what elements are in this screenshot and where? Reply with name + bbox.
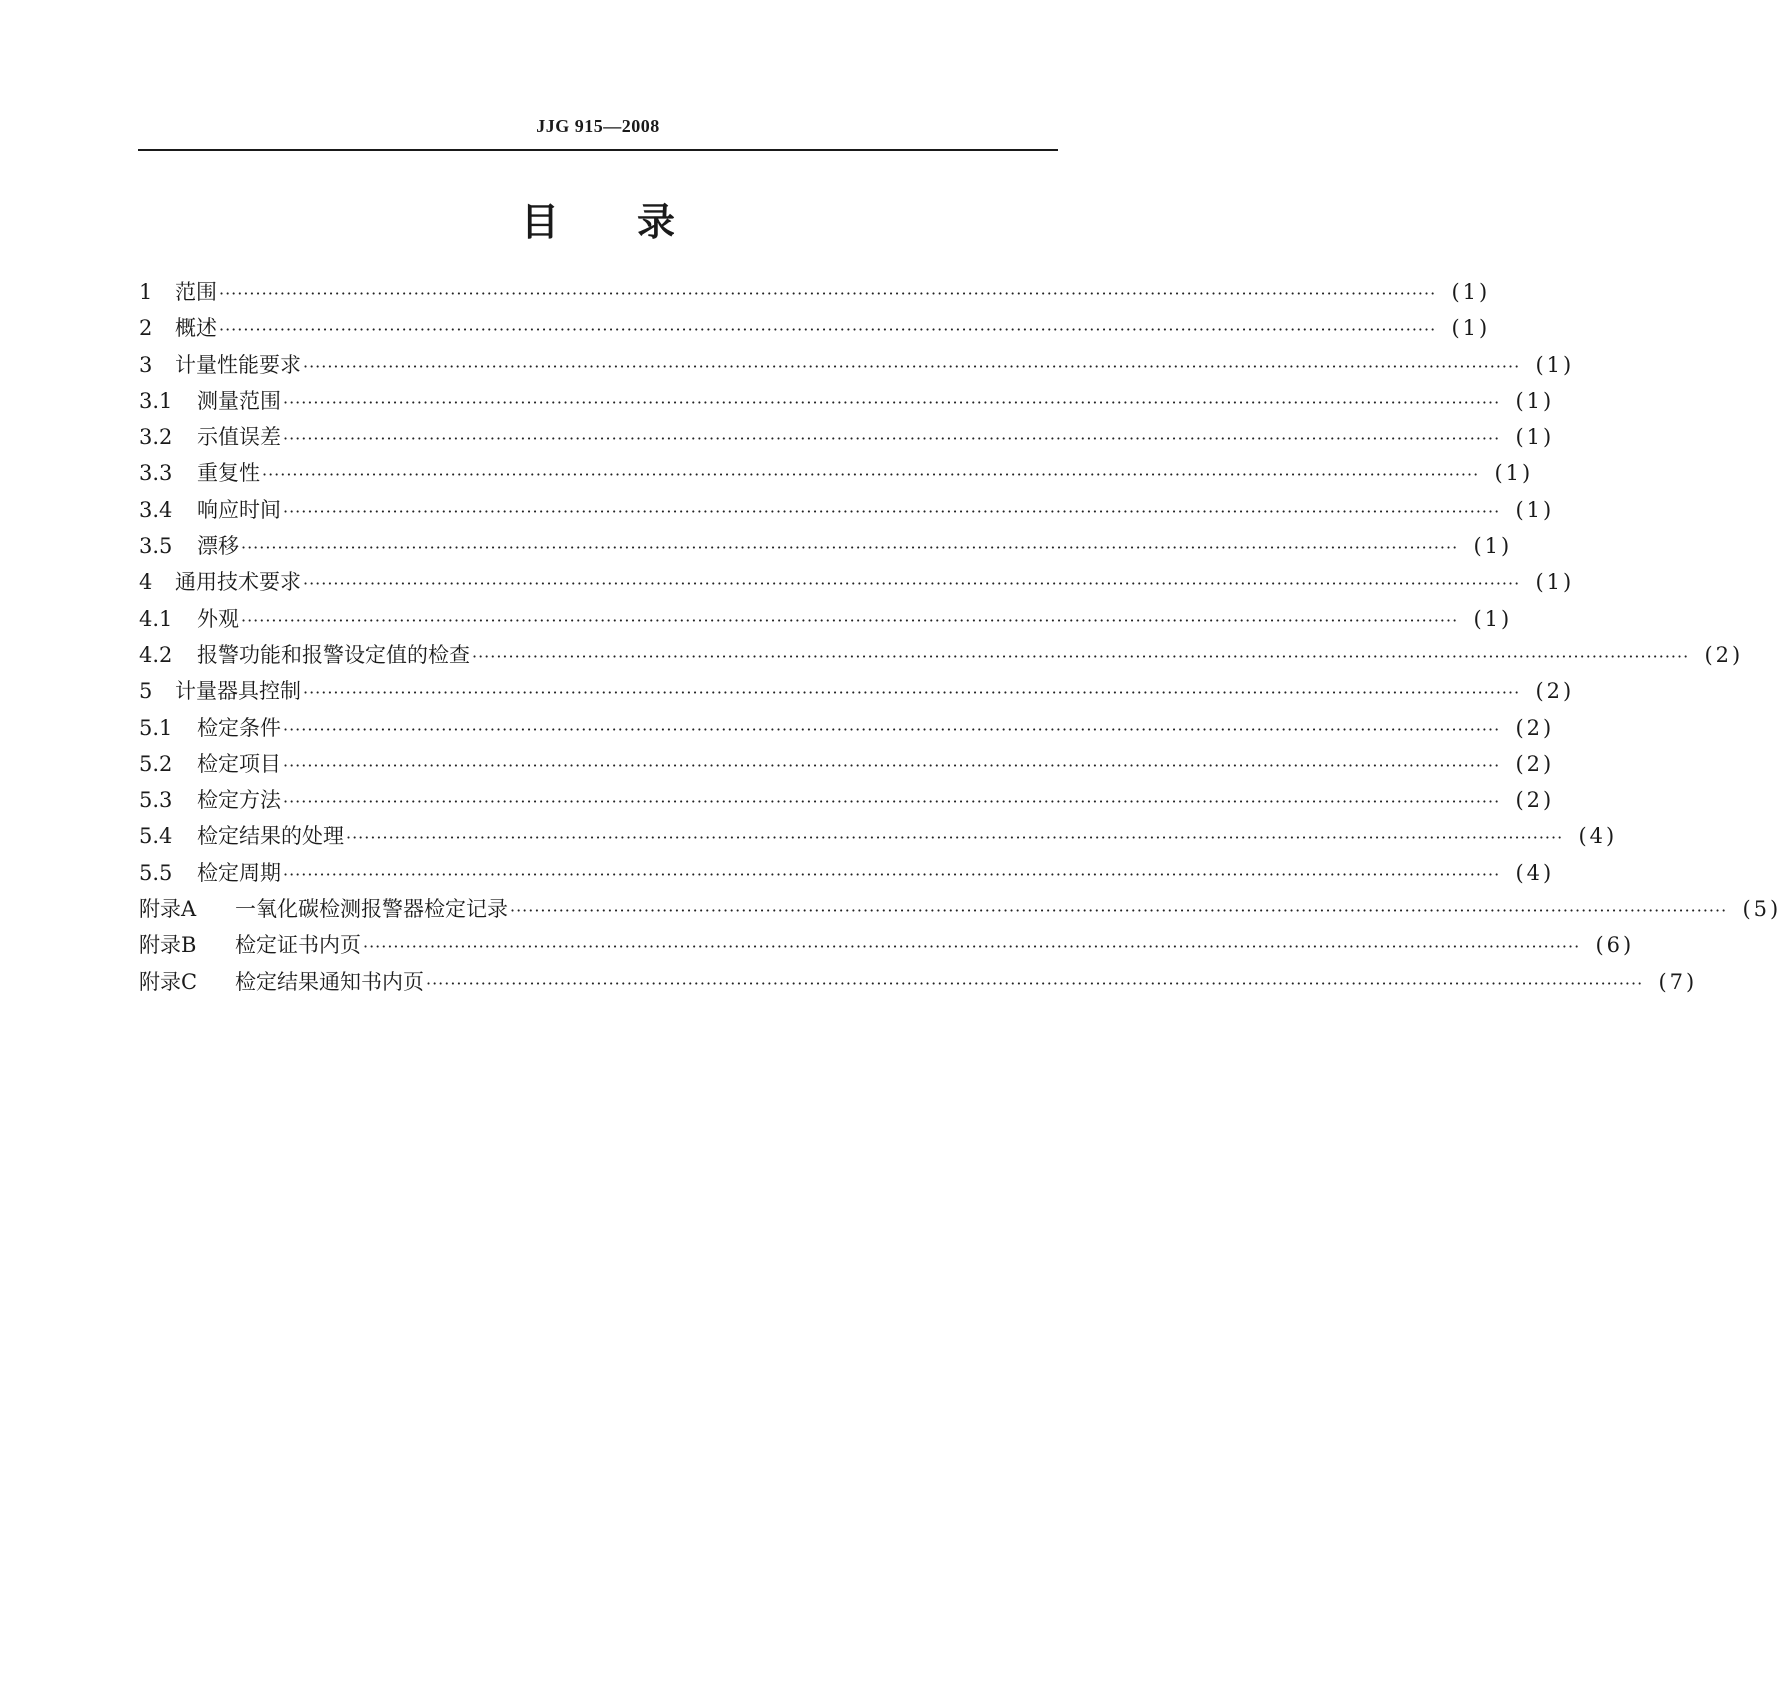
toc-entry-number: 3.3 (139, 461, 173, 486)
toc-leader-dots: ········································································································································································································ (426, 973, 1644, 993)
toc-entry-label: 检定项目 (197, 751, 281, 776)
toc-entry[interactable] (139, 421, 1555, 457)
toc-entry-page: (6) (1595, 933, 1635, 958)
toc-entry-number: 3 (139, 352, 153, 377)
toc-entry-number: 3.2 (139, 425, 173, 450)
toc-entry-page: (2) (1515, 788, 1555, 813)
toc-entry-page: (2) (1535, 679, 1575, 704)
toc-leader-dots: ········································································································································································································ (283, 864, 1501, 884)
toc-entry-page: (4) (1578, 824, 1618, 849)
toc-entry-number: 2 (139, 316, 153, 341)
toc-entry-label: 检定周期 (197, 860, 281, 885)
toc-entry-label: 通用技术要求 (175, 570, 301, 595)
toc-entry-label: 测量范围 (197, 388, 281, 413)
toc-entry-label: 计量性能要求 (175, 352, 301, 377)
toc-leader-dots: ········································································································································································································ (303, 574, 1521, 594)
toc-leader-dots: ········································································································································································································ (283, 501, 1501, 521)
toc-entry-label: 外观 (197, 606, 239, 631)
toc-entry-page: (5) (1742, 897, 1781, 922)
toc-leader-dots: ········································································································································································································ (303, 356, 1521, 376)
toc-entry-label: 报警功能和报警设定值的检查 (197, 642, 470, 667)
toc-entry-label: 检定结果通知书内页 (235, 969, 424, 994)
header-divider (138, 149, 1058, 151)
toc-entry[interactable] (139, 820, 1618, 856)
toc-entry-number: 3.1 (139, 388, 173, 413)
toc-entry[interactable] (139, 276, 1491, 312)
toc-entry-number: 5.3 (139, 788, 173, 813)
toc-leader-dots: ········································································································································································································ (346, 828, 1564, 848)
toc-entry-label: 一氧化碳检测报警器检定记录 (235, 897, 508, 922)
toc-entry-page: (1) (1515, 388, 1555, 413)
toc-entry[interactable] (139, 784, 1555, 820)
table-of-contents (139, 276, 1781, 1002)
toc-entry-number: 附录A (139, 897, 197, 922)
toc-entry[interactable] (139, 857, 1555, 893)
toc-entry-number: 附录B (139, 933, 197, 958)
toc-entry-label: 示值误差 (197, 425, 281, 450)
toc-entry-page: (1) (1473, 534, 1513, 559)
toc-entry-number: 1 (139, 280, 153, 304)
toc-entry[interactable] (139, 530, 1513, 566)
standard-code-header: JJG 915—2008 (536, 116, 660, 136)
toc-entry-page: (1) (1535, 352, 1575, 377)
toc-entry[interactable] (139, 566, 1575, 602)
toc-entry-page: (1) (1451, 280, 1491, 304)
toc-entry-label: 检定条件 (197, 715, 281, 740)
toc-leader-dots: ········································································································································································································ (510, 901, 1728, 921)
toc-entry-page: (1) (1535, 570, 1575, 595)
toc-leader-dots: ········································································································································································································ (283, 755, 1501, 775)
toc-entry[interactable] (139, 675, 1575, 711)
toc-entry[interactable] (139, 639, 1744, 675)
toc-entry-page: (2) (1515, 715, 1555, 740)
toc-entry-number: 4.2 (139, 642, 173, 667)
toc-leader-dots: ········································································································································································································ (283, 392, 1501, 412)
toc-entry-label: 响应时间 (197, 497, 281, 522)
toc-entry-number: 5.2 (139, 751, 173, 776)
toc-entry-page: (2) (1515, 751, 1555, 776)
toc-entry[interactable] (139, 349, 1575, 385)
toc-entry-page: (1) (1494, 461, 1534, 486)
toc-entry[interactable] (139, 893, 1781, 929)
toc-entry-number: 5.4 (139, 824, 173, 849)
toc-entry-label: 漂移 (197, 534, 239, 559)
toc-entry-page: (7) (1658, 969, 1698, 994)
toc-entry-label: 检定方法 (197, 788, 281, 813)
toc-entry-number: 4 (139, 570, 153, 595)
toc-entry[interactable] (139, 494, 1555, 530)
toc-entry[interactable] (139, 312, 1491, 348)
toc-entry-number: 4.1 (139, 606, 173, 631)
toc-entry[interactable] (139, 385, 1555, 421)
toc-entry[interactable] (139, 929, 1635, 965)
toc-entry-label: 概述 (175, 316, 217, 341)
toc-entry-page: (4) (1515, 860, 1555, 885)
toc-entry-number: 5 (139, 679, 153, 704)
toc-leader-dots: ········································································································································································································ (283, 792, 1501, 812)
toc-leader-dots: ········································································································································································································ (219, 320, 1437, 340)
toc-entry-page: (1) (1515, 425, 1555, 450)
toc-title: 目录 (520, 200, 753, 244)
toc-entry-page: (1) (1473, 606, 1513, 631)
toc-entry-number: 5.5 (139, 860, 173, 885)
toc-entry-number: 3.4 (139, 497, 173, 522)
toc-leader-dots: ········································································································································································································ (283, 429, 1501, 449)
toc-entry[interactable] (139, 712, 1555, 748)
toc-entry-label: 计量器具控制 (175, 679, 301, 704)
toc-leader-dots: ········································································································································································································ (303, 683, 1521, 703)
toc-entry-label: 检定结果的处理 (197, 824, 344, 849)
toc-entry[interactable] (139, 966, 1698, 1002)
toc-entry[interactable] (139, 457, 1534, 493)
toc-leader-dots: ········································································································································································································ (363, 937, 1581, 957)
toc-entry-page: (1) (1515, 497, 1555, 522)
toc-entry-page: (1) (1451, 316, 1491, 341)
toc-leader-dots: ········································································································································································································ (472, 646, 1690, 666)
toc-entry[interactable] (139, 603, 1513, 639)
toc-entry-page: (2) (1704, 642, 1744, 667)
toc-entry-number: 3.5 (139, 534, 173, 559)
toc-entry-number: 附录C (139, 969, 198, 994)
toc-entry[interactable] (139, 748, 1555, 784)
toc-entry-label: 范围 (175, 280, 217, 304)
toc-leader-dots: ········································································································································································································ (241, 538, 1459, 558)
toc-entry-label: 重复性 (197, 461, 260, 486)
toc-leader-dots: ········································································································································································································ (219, 284, 1437, 303)
toc-entry-label: 检定证书内页 (235, 933, 361, 958)
toc-leader-dots: ········································································································································································································ (262, 465, 1480, 485)
toc-leader-dots: ········································································································································································································ (241, 610, 1459, 630)
toc-leader-dots: ········································································································································································································ (283, 719, 1501, 739)
toc-entry-number: 5.1 (139, 715, 173, 740)
